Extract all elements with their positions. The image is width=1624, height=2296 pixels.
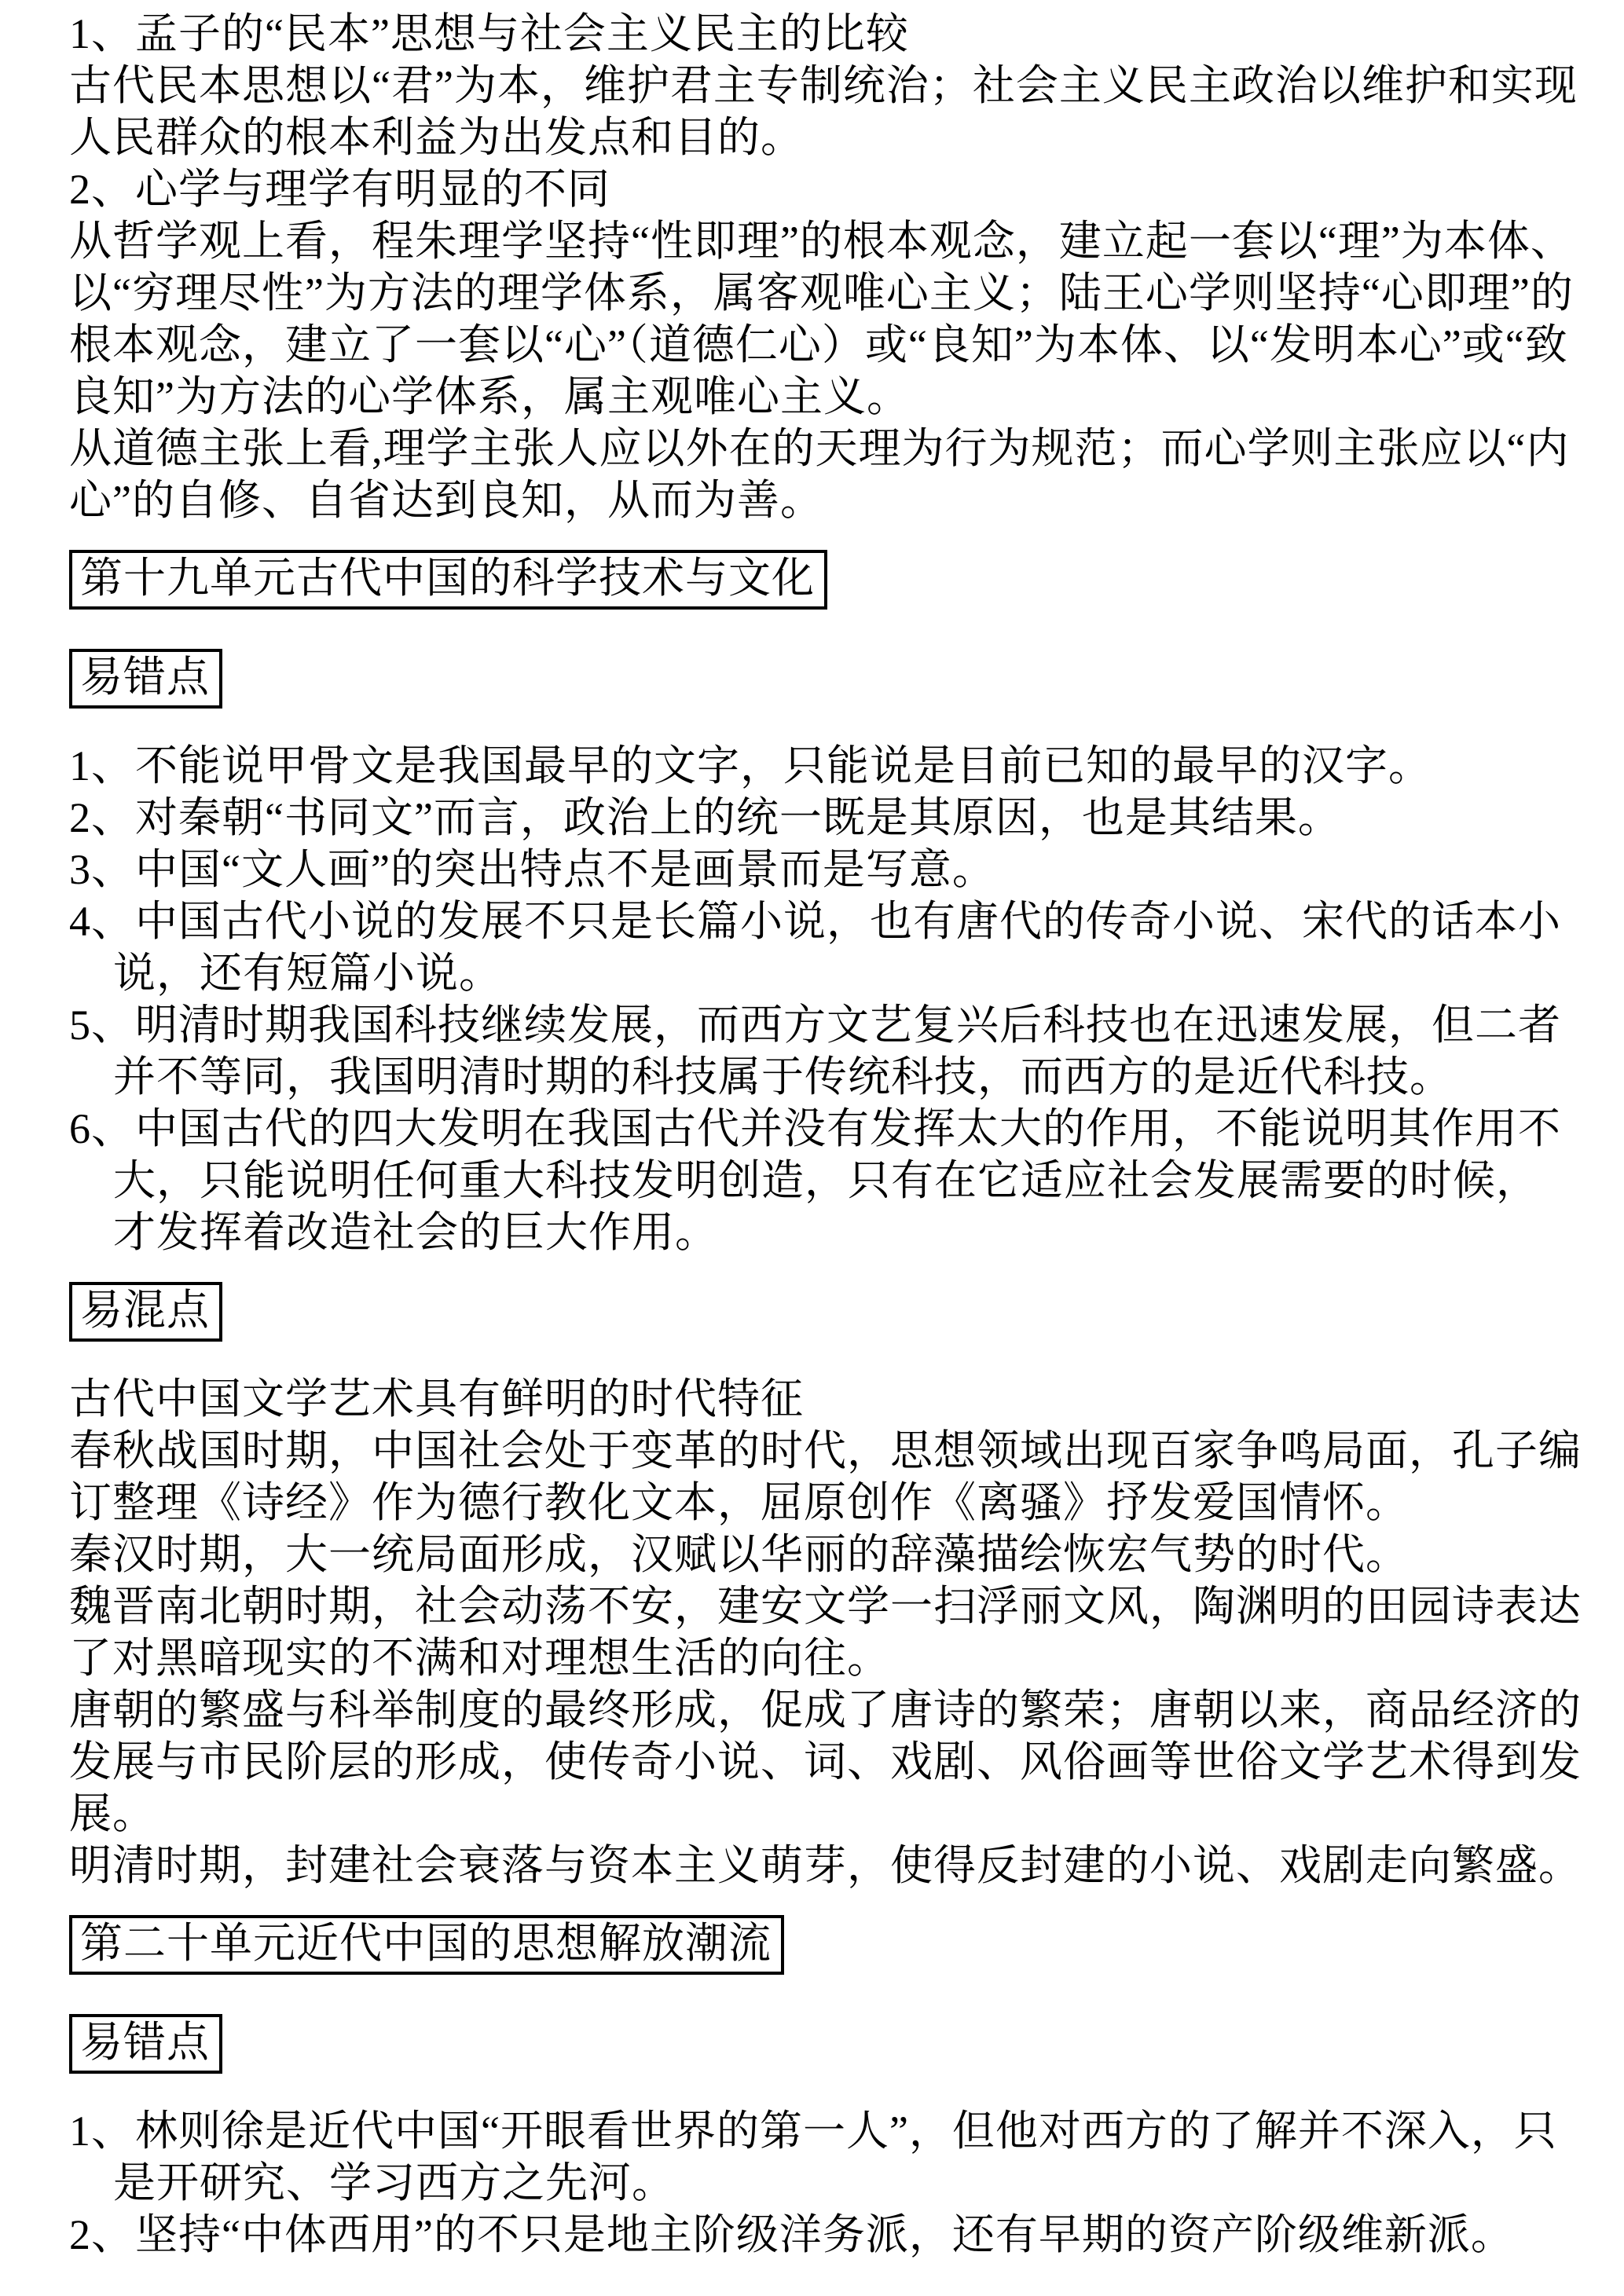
section-label-text: 易错点 [80, 2019, 210, 2066]
item-number: 2、 [69, 2211, 134, 2258]
item-text: 中国古代的四大发明在我国古代并没有发挥太大的作用，不能说明其作用不大，只能说明任何重大科技发明创造，只有在它适应社会发展需要的时候，才发挥着改造社会的巨大作用。 [113, 1105, 1561, 1256]
item-text: 不能说甲骨文是我国最早的文字，只能说是目前已知的最早的汉字。 [135, 742, 1432, 789]
paragraph: 唐朝的繁盛与科举制度的最终形成，促成了唐诗的繁荣；唐朝以来，商品经济的发展与市民阶层的形成，使传奇小说、词、戏剧、风俗画等世俗文学艺术得到发展。 [69, 1686, 1582, 1837]
confusion-points-label-box [69, 1282, 222, 1342]
section-label-text: 易错点 [80, 654, 210, 701]
item-number: 1、 [69, 2107, 134, 2155]
paragraph: 从哲学观上看，程朱理学坚持“性即理”的根本观念，建立起一套以“理”为本体、以“穷理尽性”为方法的理学体系，属客观唯心主义；陆王心学则坚持“心即理”的根本观念，建立了一套以“心”（道德仁心）或“良知”为本体、以“发明本心”或“致良知”为方法的心学体系，属主观唯心主义。 [69, 218, 1574, 420]
error-points-label-box [69, 2014, 222, 2074]
item-number: 6、 [69, 1105, 134, 1152]
paragraph: 魏晋南北朝时期，社会动荡不安，建安文学一扫浮丽文风，陶渊明的田园诗表达了对黑暗现实的不满和对理想生活的向往。 [69, 1583, 1582, 1682]
item-text: 心学与理学有明显的不同 [135, 166, 610, 213]
item-text: 中国古代小说的发展不只是长篇小说，也有唐代的传奇小说、宋代的话本小说，还有短篇小说。 [113, 898, 1561, 997]
item-text: 中国“文人画”的突出特点不是画景而是写意。 [135, 846, 995, 893]
item-number: 3、 [69, 846, 134, 893]
paragraph: 从道德主张上看,理学主张人应以外在的天理为行为规范；而心学则主张应以“内心”的自修、自省达到良知，从而为善。 [69, 425, 1570, 524]
item-text: 林则徐是近代中国“开眼看世界的第一人”，但他对西方的了解并不深入，只是开研究、学习西方之先河。 [113, 2107, 1557, 2206]
item-number: 2、 [69, 166, 134, 213]
numbered-item [69, 999, 1582, 1103]
unit-heading-text: 第十九单元古代中国的科学技术与文化 [80, 555, 815, 602]
error-points-label-box [69, 649, 222, 709]
numbered-item [69, 740, 1582, 792]
unit19-heading-box [69, 550, 827, 610]
item-number: 4、 [69, 898, 134, 945]
item-number: 5、 [69, 1002, 134, 1049]
numbered-item [69, 2105, 1582, 2209]
paragraph: 秦汉时期，大一统局面形成，汉赋以华丽的辞藻描绘恢宏气势的时代。 [69, 1531, 1409, 1578]
item-text: 明清时期我国科技继续发展，而西方文艺复兴后科技也在迅速发展，但二者并不等同，我国明清时期的科技属于传统科技，而西方的是近代科技。 [113, 1002, 1561, 1100]
error-points-list [69, 740, 1582, 1258]
confusion-points-body [69, 1373, 1582, 1891]
paragraph: 古代中国文学艺术具有鲜明的时代特征 [69, 1375, 804, 1423]
unit20-heading-box [69, 1915, 784, 1975]
paragraph: 古代民本思想以“君”为本，维护君主专制统治；社会主义民主政治以维护和实现人民群众的根本利益为出发点和目的。 [69, 62, 1578, 161]
numbered-item [69, 895, 1582, 999]
numbered-item [69, 844, 1582, 895]
numbered-item [69, 163, 1582, 215]
item-text: 孟子的“民本”思想与社会主义民主的比较 [135, 10, 909, 57]
numbered-item [69, 8, 1582, 60]
numbered-item [69, 792, 1582, 844]
item-number: 1、 [69, 742, 134, 789]
item-number: 2、 [69, 794, 134, 841]
item-text: 坚持“中体西用”的不只是地主阶级洋务派，还有早期的资产阶级维新派。 [135, 2211, 1514, 2258]
section-label-text: 易混点 [80, 1287, 210, 1334]
paragraph: 明清时期，封建社会衰落与资本主义萌芽，使得反封建的小说、戏剧走向繁盛。 [69, 1842, 1582, 1889]
numbered-item [69, 1103, 1582, 1258]
error-points-list [69, 2105, 1582, 2261]
unit-heading-text: 第二十单元近代中国的思想解放潮流 [80, 1920, 772, 1967]
numbered-item [69, 2209, 1582, 2261]
paragraph: 春秋战国时期，中国社会处于变革的时代，思想领域出现百家争鸣局面，孔子编订整理《诗经》作为德行教化文本，屈原创作《离骚》抒发爱国情怀。 [69, 1427, 1582, 1526]
item-text: 对秦朝“书同文”而言，政治上的统一既是其原因，也是其结果。 [135, 794, 1341, 841]
item-number: 1、 [69, 10, 134, 57]
